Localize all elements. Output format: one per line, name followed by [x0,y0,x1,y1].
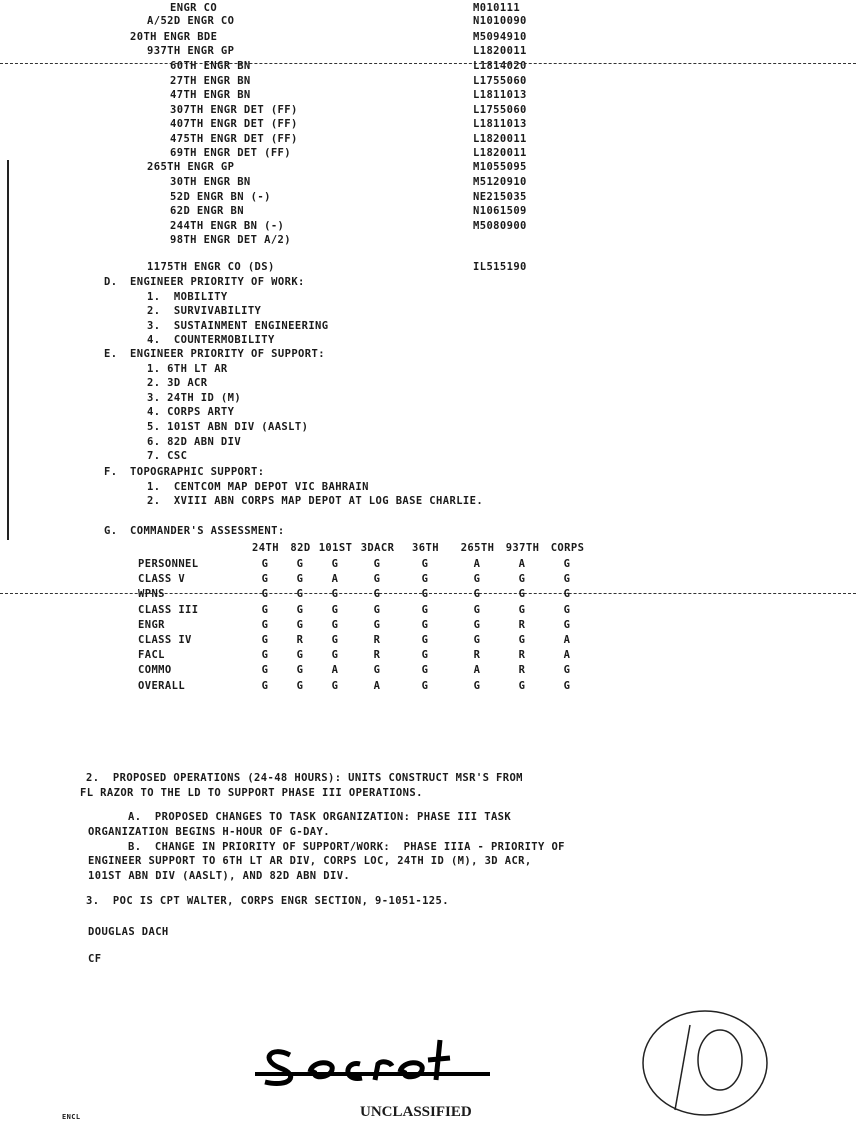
section-item: 1. MOBILITY [147,290,228,303]
unit-name: A/52D ENGR CO [147,15,235,27]
column-header: 24TH [252,542,279,554]
rating-cell: G [518,679,526,692]
para-2b-line: ENGINEER SUPPORT TO 6TH LT AR DIV, CORPS LOC, 24TH ID (M), 3D ACR, [88,855,532,867]
rating-cell: A [331,573,339,586]
rating-cell: G [373,558,381,570]
rating-cell: G [331,588,339,601]
rating-cell: G [473,573,481,586]
section-item: 3. SUSTAINMENT ENGINEERING [147,319,329,332]
section-marker: D. [104,276,118,288]
unit-grid: NE215035 [473,191,527,203]
rating-cell: G [473,588,481,601]
section-marker: F. [104,466,118,478]
rating-cell: G [421,664,429,677]
rating-cell: G [563,573,571,586]
column-header: 101ST [318,542,353,554]
rating-cell: R [373,649,381,662]
section-item: 4. COUNTERMOBILITY [147,334,275,347]
rating-cell: G [473,634,481,646]
row-label: CLASS V [138,573,186,586]
page-number-circle [635,1005,775,1120]
rating-cell: G [421,649,429,662]
rating-cell: A [473,664,481,677]
rating-cell: G [421,679,429,692]
rating-cell: G [421,603,429,616]
rating-cell: G [373,573,381,586]
row-label: CLASS III [138,603,199,616]
unit-grid: N1061509 [473,205,527,217]
unit-name: 307TH ENGR DET (FF) [170,104,298,116]
rating-cell: G [373,618,381,631]
rating-cell: G [261,649,269,662]
unit-name: 407TH ENGR DET (FF) [170,118,298,130]
section-item: 2. SURVIVABILITY [147,305,262,318]
rating-cell: A [473,558,481,570]
column-header: 937TH [505,542,540,554]
unit-grid: M5094910 [473,31,527,43]
rating-cell: G [473,618,481,631]
rating-cell: G [518,573,526,586]
rating-cell: G [296,618,304,631]
rating-cell: G [421,588,429,601]
secret-stamp-struck [250,1030,500,1090]
rating-cell: A [518,558,526,570]
rating-cell: G [563,679,571,692]
unit-name: 937TH ENGR GP [147,45,235,57]
para-2b-line: B. CHANGE IN PRIORITY OF SUPPORT/WORK: PHASE IIIA - PRIORITY OF [128,841,565,853]
section-item: 3. 24TH ID (M) [147,391,242,404]
unit-name: 98TH ENGR DET A/2) [170,234,291,246]
rating-cell: G [518,588,526,601]
unit-name: 30TH ENGR BN [170,176,251,188]
cf-line: CF [88,953,102,965]
rating-cell: G [563,618,571,631]
rating-cell: G [261,558,269,570]
rating-cell: A [563,634,571,646]
rating-cell: G [421,573,429,586]
column-header: 36TH [412,542,439,554]
rating-cell: G [373,603,381,616]
rating-cell: R [518,618,526,631]
section-title: ENGINEER PRIORITY OF WORK: [130,276,305,288]
para-2a-line: A. PROPOSED CHANGES TO TASK ORGANIZATION: PHASE III TASK [128,811,512,823]
rating-cell: A [331,664,339,677]
rating-cell: G [296,603,304,616]
rating-cell: G [563,603,571,616]
rating-cell: G [563,558,571,570]
para-2b-line: 101ST ABN DIV (AASLT), AND 82D ABN DIV. [88,870,351,882]
row-label: CLASS IV [138,634,192,646]
rating-cell: G [421,634,429,646]
rating-cell: G [421,618,429,631]
rating-cell: G [331,634,339,646]
unit-name: 265TH ENGR GP [147,161,235,173]
rating-cell: G [331,618,339,631]
unit-grid: L1755060 [473,104,527,116]
rating-cell: A [373,679,381,692]
unit-name: 475TH ENGR DET (FF) [170,133,298,145]
scan-line [0,63,856,64]
section-title: TOPOGRAPHIC SUPPORT: [130,466,265,478]
unit-grid: M5080900 [473,220,527,232]
unit-name: 27TH ENGR BN [170,75,251,87]
rating-cell: G [518,634,526,646]
column-header: 265TH [460,542,495,554]
unit-grid: M010111 [473,2,521,14]
rating-cell: G [421,558,429,570]
rating-cell: G [261,603,269,616]
unit-name: 52D ENGR BN (-) [170,191,271,203]
rating-cell: R [473,649,481,662]
rating-cell: A [563,649,571,662]
rating-cell: G [331,679,339,692]
rating-cell: R [518,649,526,662]
section-title: COMMANDER'S ASSESSMENT: [130,525,285,537]
rating-cell: G [563,588,571,601]
unit-name: 47TH ENGR BN [170,89,251,101]
classification-marking: UNCLASSIFIED [360,1104,472,1120]
section-marker: E. [104,348,118,360]
rating-cell: G [296,558,304,570]
row-label: OVERALL [138,679,186,692]
section-title: ENGINEER PRIORITY OF SUPPORT: [130,348,325,360]
unit-grid: M5120910 [473,176,527,188]
para-3: 3. POC IS CPT WALTER, CORPS ENGR SECTION, 9-1051-125. [86,895,449,907]
para-2-line: FL RAZOR TO THE LD TO SUPPORT PHASE III OPERATIONS. [80,787,423,799]
section-item: 1. CENTCOM MAP DEPOT VIC BAHRAIN [147,480,369,493]
footer-code: ENCL [62,1113,81,1121]
unit-grid: N1010090 [473,15,527,27]
rating-cell: G [331,649,339,662]
scan-edge-line [7,160,9,540]
rating-cell: G [261,618,269,631]
unit-grid: L1811013 [473,118,527,130]
rating-cell: G [296,679,304,692]
rating-cell: G [296,649,304,662]
column-header: 3DACR [360,542,395,554]
rating-cell: R [518,664,526,677]
rating-cell: G [331,558,339,570]
rating-cell: G [261,588,269,601]
section-item: 2. 3D ACR [147,377,208,390]
unit-grid: IL515190 [473,261,527,273]
rating-cell: G [473,603,481,616]
row-label: FACL [138,649,165,662]
rating-cell: G [296,573,304,586]
unit-name: 244TH ENGR BN (-) [170,220,285,232]
column-header: CORPS [550,542,585,554]
section-marker: G. [104,525,118,537]
row-label: PERSONNEL [138,558,199,570]
unit-grid: L1811013 [473,89,527,101]
rating-cell: G [261,573,269,586]
unit-grid: L1820011 [473,45,527,57]
para-2-line: 2. PROPOSED OPERATIONS (24-48 HOURS): UNITS CONSTRUCT MSR'S FROM [86,772,523,784]
signer: DOUGLAS DACH [88,926,169,938]
row-label: COMMO [138,664,172,677]
rating-cell: R [296,634,304,646]
section-item: 5. 101ST ABN DIV (AASLT) [147,421,309,433]
rating-cell: G [331,603,339,616]
rating-cell: G [473,679,481,692]
rating-cell: G [261,664,269,677]
rating-cell: R [373,634,381,646]
unit-name: ENGR CO [170,2,218,14]
unit-name: 60TH ENGR BN [170,60,251,72]
unit-grid: L1820011 [473,147,527,159]
unit-grid: L1820011 [473,133,527,145]
rating-cell: G [296,664,304,677]
section-item: 4. CORPS ARTY [147,406,235,419]
unit-grid: L1755060 [473,75,527,87]
para-2a-line: ORGANIZATION BEGINS H-HOUR OF G-DAY. [88,826,330,838]
unit-name: 62D ENGR BN [170,205,244,217]
unit-grid: L1814020 [473,60,527,72]
section-item: 1. 6TH LT AR [147,362,228,375]
section-item: 6. 82D ABN DIV [147,435,242,448]
rating-cell: G [261,679,269,692]
unit-name: 20TH ENGR BDE [130,31,218,43]
rating-cell: G [563,664,571,677]
column-header: 82D [290,542,311,554]
section-item: 7. CSC [147,450,188,463]
section-item: 2. XVIII ABN CORPS MAP DEPOT AT LOG BASE CHARLIE. [147,495,484,507]
row-label: ENGR [138,618,165,631]
unit-name: 1175TH ENGR CO (DS) [147,261,275,273]
unit-name: 69TH ENGR DET (FF) [170,147,291,159]
rating-cell: G [373,664,381,677]
unit-grid: M1055095 [473,161,527,173]
row-label: WPNS [138,588,165,601]
rating-cell: G [518,603,526,616]
rating-cell: G [296,588,304,601]
rating-cell: G [373,588,381,601]
rating-cell: G [261,634,269,646]
